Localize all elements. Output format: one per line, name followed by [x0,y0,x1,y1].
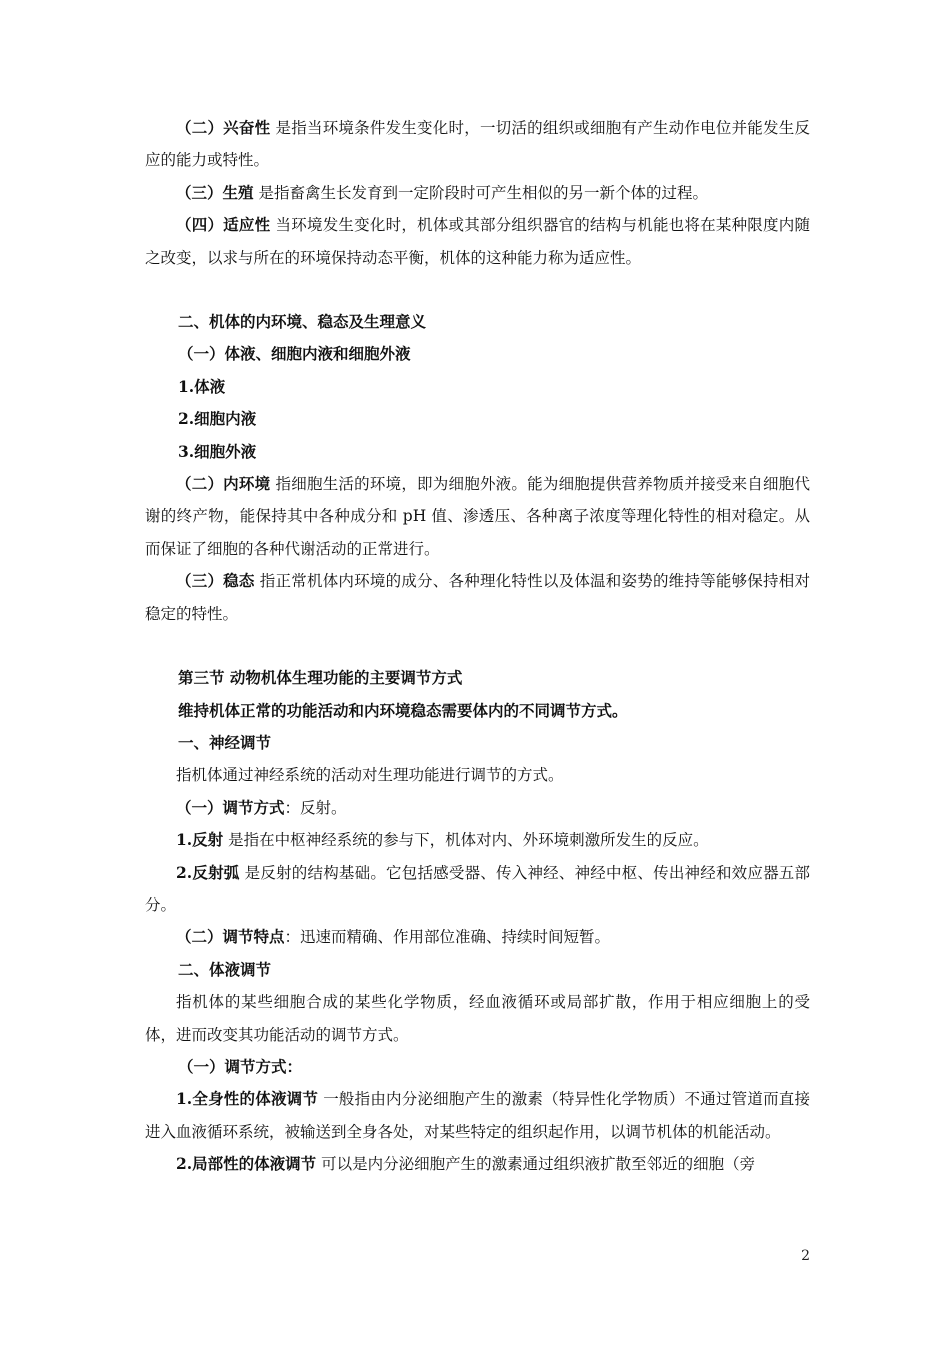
neural-features-text: ：迅速而精确、作用部位准确、持续时间短暂。 [284,928,611,947]
local-humoral-term: 2.局部性的体液调节 [176,1154,317,1174]
page-number: 2 [801,1248,810,1264]
reflex-arc-term: 2.反射弧 [176,862,240,882]
adaptability-paragraph [145,209,810,274]
adaptability-term: （四）适应性 [176,215,271,235]
section-three-heading: 第三节 动物机体生理功能的主要调节方式 [178,668,463,688]
neural-regulation-heading: 一、神经调节 [178,732,272,752]
excitability-text: 是指当环境条件发生变化时，一切活的组织或细胞有产生动作电位并能发生反应的能力或特性。 [145,119,810,170]
neural-features-paragraph [145,921,810,953]
homeostasis-text: 指正常机体内环境的成分、各种理化特性以及体温和姿势的维持等能够保持相对稳定的特性。 [145,572,810,623]
homeostasis-term: （三）稳态 [176,571,255,591]
systemic-humoral-term: 1.全身性的体液调节 [176,1089,319,1109]
page-content [145,112,810,1181]
neural-features-term: （二）调节特点 [176,927,285,947]
reproduction-paragraph [145,177,810,209]
neural-mode-paragraph [145,792,810,824]
humoral-regulation-definition: 指机体的某些细胞合成的某些化学物质，经血液循环或局部扩散，作用于相应细胞上的受体，进而改变其功能活动的调节方式。 [145,993,810,1044]
reflex-arc-text: 是反射的结构基础。它包括感受器、传入神经、神经中枢、传出神经和效应器五部分。 [145,863,810,914]
section-heading-internal-environment: 二、机体的内环境、稳态及生理意义 [178,312,427,332]
adaptability-text: 当环境发生变化时，机体或其部分组织器官的结构与机能也将在某种限度内随之改变，以求与所在的环境保持动态平衡，机体的这种能力称为适应性。 [145,216,810,267]
internal-environment-term: （二）内环境 [176,474,271,494]
section-three-intro: 维持机体正常的功能活动和内环境稳态需要体内的不同调节方式。 [178,700,628,720]
reproduction-term: （三）生殖 [176,182,254,202]
systemic-humoral-paragraph [145,1083,810,1148]
excitability-paragraph [145,112,810,177]
list-item-intracellular-fluid: 2.细胞内液 [178,409,257,429]
reflex-text: 是指在中枢神经系统的参与下，机体对内、外环境刺激所发生的反应。 [223,831,709,850]
subheading-body-fluids: （一）体液、细胞内液和细胞外液 [178,344,411,364]
local-humoral-paragraph [145,1148,810,1180]
list-item-extracellular-fluid: 3.细胞外液 [178,441,257,461]
list-item-body-fluid: 1.体液 [178,376,226,396]
systemic-humoral-text: 一般指由内分泌细胞产生的激素（特异性化学物质）不通过管道而直接进入血液循环系统，被输送到全身各处，对某些特定的组织起作用，以调节机体的机能活动。 [145,1090,810,1141]
excitability-term: （二）兴奋性 [176,118,271,137]
reflex-term: 1.反射 [176,830,224,850]
spacer [145,274,810,306]
humoral-modes-heading: （一）调节方式： [178,1056,303,1076]
internal-environment-paragraph [145,468,810,565]
internal-environment-text: 指细胞生活的环境，即为细胞外液。能为细胞提供营养物质并接受来自细胞代谢的终产物，能保持其中各种成分和 pH 值、渗透压、各种离子浓度等理化特性的相对稳定。从而保证了细胞的各种代谢活动的正常进行。 [145,475,810,558]
spacer [145,630,810,662]
neural-regulation-definition: 指机体通过神经系统的活动对生理功能进行调节的方式。 [176,766,564,785]
local-humoral-text: 可以是内分泌细胞产生的激素通过组织液扩散至邻近的细胞（旁 [316,1155,756,1174]
reflex-arc-paragraph [145,857,810,922]
neural-mode-term: （一）调节方式 [176,797,285,817]
neural-mode-text: ：反射。 [284,798,347,817]
reflex-paragraph [145,824,810,856]
humoral-regulation-heading: 二、体液调节 [178,959,272,979]
reproduction-text: 是指畜禽生长发育到一定阶段时可产生相似的另一新个体的过程。 [253,183,708,202]
homeostasis-paragraph [145,565,810,630]
